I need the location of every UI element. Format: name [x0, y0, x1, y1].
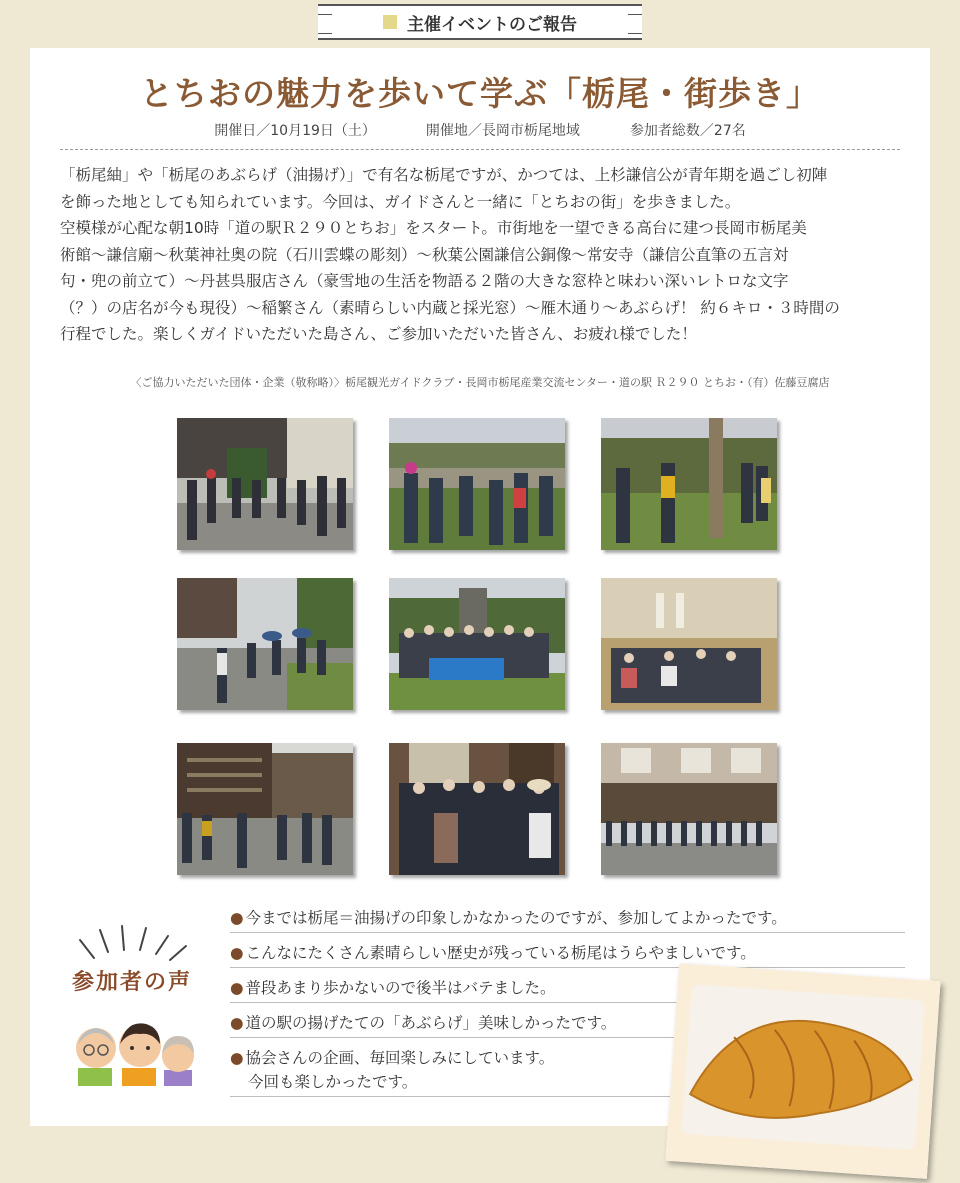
- body-line: 空模様が心配な朝10時「道の駅Ｒ２９０とちお」をスタート。市街地を一望できる高台に建つ長岡市栃尾美: [60, 219, 807, 237]
- body-line: 「栃尾紬」や「栃尾のあぶらげ（油揚げ）」で有名な栃尾ですが、かつては、上杉謙信公が青年期を過ごし初陣: [60, 166, 828, 184]
- photo-museum-entrance: [177, 418, 353, 550]
- photo-group-statue: [389, 578, 565, 710]
- photo-storehouse-interior: [389, 743, 565, 875]
- tag-label: 主催イベントのご報告: [407, 14, 577, 35]
- voice-item: [230, 1046, 670, 1097]
- bullet-icon: ●: [230, 979, 244, 997]
- bullet-icon: ●: [230, 944, 244, 962]
- event-place: 開催地／長岡市栃尾地域: [425, 123, 580, 139]
- event-participants: 参加者総数／27名: [629, 123, 746, 139]
- voices-heading: 参加者の声: [71, 969, 192, 995]
- event-report-tag: [318, 4, 642, 40]
- photo-hilltop-view: [389, 418, 565, 550]
- participants-illustration: [70, 1014, 200, 1086]
- body-line: を飾った地としても知られています。今回は、ガイドさんと一緒に「とちおの街」を歩きました。: [60, 192, 741, 211]
- photo-temple-interior: [601, 578, 777, 710]
- bullet-icon: ●: [230, 909, 244, 927]
- photo-gangi-street: [601, 743, 777, 875]
- photo-park-umbrellas: [177, 578, 353, 710]
- voice-item: [230, 1011, 675, 1038]
- voice-text: 今までは栃尾＝油揚げの印象しかなかったのですが、参加してよかったです。: [245, 909, 787, 927]
- page-title: とちおの魅力を歩いて学ぶ「栃尾・街歩き」: [140, 74, 820, 113]
- photo-aburage: [665, 963, 940, 1179]
- event-meta: [0, 120, 960, 140]
- photo-kimono-shop: [177, 743, 353, 875]
- bullet-icon: ●: [230, 1014, 244, 1032]
- voice-text: 普段あまり歩かないので後半はバテました。: [245, 979, 556, 997]
- voice-item: [230, 941, 905, 968]
- body-line: 術館～謙信廟～秋葉神社奥の院（石川雲蝶の彫刻）～秋葉公園謙信公銅像～常安寺（謙信公直筆の五言対: [60, 245, 789, 264]
- voice-text: こんなにたくさん素晴らしい歴史が残っている栃尾はうらやましいです。: [245, 944, 756, 962]
- report-body: [60, 162, 905, 348]
- voice-text-continued: 今回も楽しかったです。: [248, 1073, 418, 1091]
- voice-text: 協会さんの企画、毎回楽しみにしています。: [245, 1049, 555, 1067]
- event-date: 開催日／10月19日（土）: [214, 123, 376, 139]
- body-line: 句・兜の前立て）～丹甚呉服店さん（豪雪地の生活を物語る２階の大きな窓枠と味わい深いレトロな文字: [60, 272, 789, 290]
- body-line: （？）の店名が今も現役）～稲繁さん（素晴らしい内蔵と採光窓）～雁木通り～あぶらげ！ 約６キロ・３時間の: [60, 298, 840, 317]
- body-line: 行程でした。楽しくガイドいただいた島さん、ご参加いただいた皆さん、お疲れ様でした！: [60, 325, 697, 343]
- credit-line: 〈ご協力いただいた団体・企業（敬称略）〉栃尾観光ガイドクラブ・長岡市栃尾産業交流センター・道の駅 Ｒ２９０ とちお・（有）佐藤豆腐店: [130, 376, 830, 389]
- voice-text: 道の駅の揚げたての「あぶらげ」美味しかったです。: [245, 1014, 617, 1032]
- voice-item: [230, 976, 685, 1003]
- tag-square-icon: [383, 15, 397, 29]
- tag-decor-left: [318, 14, 332, 34]
- voice-item: [230, 906, 905, 933]
- bullet-icon: ●: [230, 1049, 244, 1067]
- tag-decor-right: [628, 14, 642, 34]
- photo-shrine-grounds: [601, 418, 777, 550]
- divider: [60, 149, 900, 150]
